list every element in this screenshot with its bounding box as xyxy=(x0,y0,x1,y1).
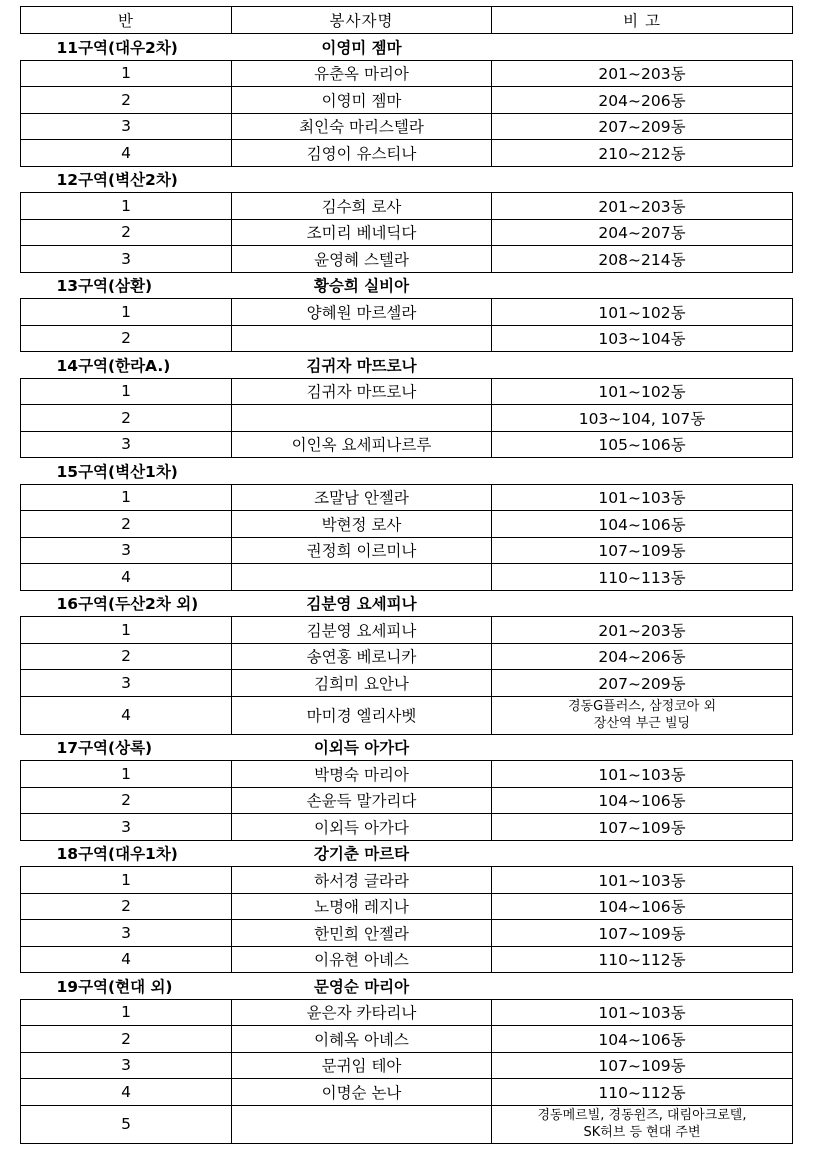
volunteer-cell: 김수희 로사 xyxy=(232,193,492,220)
table-row xyxy=(21,484,793,511)
section-spacer xyxy=(492,272,793,299)
ban-cell: 3 xyxy=(21,113,232,140)
volunteer-cell: 한민희 안젤라 xyxy=(232,920,492,947)
table-row xyxy=(21,140,793,167)
note-cell xyxy=(492,696,793,734)
ban-cell: 5 xyxy=(21,1105,232,1143)
table-row xyxy=(21,246,793,273)
table-row xyxy=(21,325,793,352)
section-leader: 김귀자 마뜨로나 xyxy=(306,356,417,375)
ban-cell: 4 xyxy=(21,696,232,734)
ban-cell: 2 xyxy=(21,643,232,670)
volunteer-cell: 박현정 로사 xyxy=(232,511,492,538)
ban-cell: 3 xyxy=(21,1052,232,1079)
note-cell: 107~109동 xyxy=(492,814,793,841)
note-cell: 104~106동 xyxy=(492,1026,793,1053)
ban-cell: 4 xyxy=(21,564,232,591)
ban-cell: 3 xyxy=(21,814,232,841)
volunteer-cell xyxy=(232,325,492,352)
section-name: 19구역(현대 외) xyxy=(56,977,173,996)
section-header-row xyxy=(21,272,793,299)
section-header-row xyxy=(21,34,793,61)
table-row xyxy=(21,920,793,947)
volunteer-cell: 문귀임 테아 xyxy=(232,1052,492,1079)
ban-cell: 1 xyxy=(21,299,232,326)
section-leader: 황승희 실비아 xyxy=(313,277,410,296)
ban-cell: 4 xyxy=(21,1079,232,1106)
note-cell: 101~103동 xyxy=(492,761,793,788)
ban-cell: 3 xyxy=(21,670,232,697)
table-row xyxy=(21,946,793,973)
section-leader: 강기춘 마르타 xyxy=(313,845,410,864)
note-cell: 101~103동 xyxy=(492,999,793,1026)
note-cell: 110~112동 xyxy=(492,946,793,973)
ban-cell: 2 xyxy=(21,325,232,352)
table-row xyxy=(21,405,793,432)
volunteer-cell: 이영미 젬마 xyxy=(232,87,492,114)
note-cell: 101~102동 xyxy=(492,299,793,326)
volunteer-cell: 윤영혜 스텔라 xyxy=(232,246,492,273)
section-name: 12구역(벽산2차) xyxy=(56,171,178,190)
volunteer-cell: 노명애 레지나 xyxy=(232,893,492,920)
header-note: 비 고 xyxy=(492,7,793,34)
volunteer-cell: 김영이 유스티나 xyxy=(232,140,492,167)
volunteer-cell: 윤은자 카타리나 xyxy=(232,999,492,1026)
note-cell: 101~103동 xyxy=(492,867,793,894)
note-cell: 107~109동 xyxy=(492,1052,793,1079)
ban-cell: 2 xyxy=(21,219,232,246)
ban-cell: 1 xyxy=(21,761,232,788)
table-row xyxy=(21,60,793,87)
volunteer-cell xyxy=(232,405,492,432)
ban-cell: 3 xyxy=(21,246,232,273)
section-name: 11구역(대우2차) xyxy=(56,38,178,57)
volunteer-roster-table xyxy=(20,6,793,1144)
section-spacer xyxy=(492,734,793,761)
volunteer-cell: 유춘옥 마리아 xyxy=(232,60,492,87)
table-row xyxy=(21,431,793,458)
section-header-row xyxy=(21,973,793,1000)
volunteer-cell: 이유현 아녜스 xyxy=(232,946,492,973)
note-cell: 201~203동 xyxy=(492,193,793,220)
header-volunteer: 봉사자명 xyxy=(232,7,492,34)
note-cell: 103~104, 107동 xyxy=(492,405,793,432)
table-row xyxy=(21,113,793,140)
volunteer-cell xyxy=(232,1105,492,1143)
table-row xyxy=(21,670,793,697)
volunteer-cell: 김희미 요안나 xyxy=(232,670,492,697)
note-cell: 103~104동 xyxy=(492,325,793,352)
table-row xyxy=(21,87,793,114)
table-row xyxy=(21,999,793,1026)
volunteer-cell: 최인숙 마리스텔라 xyxy=(232,113,492,140)
volunteer-cell: 김분영 요세피나 xyxy=(232,617,492,644)
volunteer-cell: 마미경 엘리사벳 xyxy=(232,696,492,734)
volunteer-cell: 박명숙 마리아 xyxy=(232,761,492,788)
table-row xyxy=(21,564,793,591)
ban-cell: 3 xyxy=(21,537,232,564)
section-name: 13구역(삼환) xyxy=(56,277,153,296)
table-row xyxy=(21,219,793,246)
ban-cell: 1 xyxy=(21,193,232,220)
section-name: 16구역(두산2차 외) xyxy=(56,595,199,614)
volunteer-cell: 이명순 논나 xyxy=(232,1079,492,1106)
note-line-1: 경동메르빌, 경동윈즈, 대림아크로텔, xyxy=(537,1108,747,1123)
roster-body xyxy=(21,34,793,1144)
note-line-1: 경동G플러스, 삼정코아 외 xyxy=(567,699,717,714)
ban-cell: 1 xyxy=(21,60,232,87)
note-cell: 207~209동 xyxy=(492,670,793,697)
ban-cell: 2 xyxy=(21,787,232,814)
table-row xyxy=(21,193,793,220)
volunteer-cell: 조미리 베네딕다 xyxy=(232,219,492,246)
note-cell: 107~109동 xyxy=(492,920,793,947)
section-header-row xyxy=(21,458,793,485)
volunteer-cell: 손윤득 말가리다 xyxy=(232,787,492,814)
note-cell: 104~106동 xyxy=(492,893,793,920)
section-header-row xyxy=(21,352,793,379)
note-cell: 110~113동 xyxy=(492,564,793,591)
section-header-row xyxy=(21,734,793,761)
volunteer-cell: 이인옥 요세피나르루 xyxy=(232,431,492,458)
note-cell: 207~209동 xyxy=(492,113,793,140)
note-cell: 210~212동 xyxy=(492,140,793,167)
table-row xyxy=(21,378,793,405)
section-header-row xyxy=(21,590,793,617)
note-cell: 204~206동 xyxy=(492,643,793,670)
section-spacer xyxy=(492,166,793,193)
volunteer-cell: 김귀자 마뜨로나 xyxy=(232,378,492,405)
volunteer-cell: 송연홍 베로니카 xyxy=(232,643,492,670)
note-line-2: SK허브 등 현대 주변 xyxy=(583,1125,701,1140)
table-row xyxy=(21,1105,793,1143)
section-name: 18구역(대우1차) xyxy=(56,845,178,864)
ban-cell: 2 xyxy=(21,893,232,920)
ban-cell: 4 xyxy=(21,946,232,973)
volunteer-cell: 권정희 이르미나 xyxy=(232,537,492,564)
note-cell: 101~102동 xyxy=(492,378,793,405)
section-leader: 이영미 젬마 xyxy=(321,38,402,57)
table-header-row xyxy=(21,7,793,34)
table-row xyxy=(21,1052,793,1079)
table-row xyxy=(21,761,793,788)
section-leader: 문영순 마리아 xyxy=(313,977,410,996)
table-row xyxy=(21,643,793,670)
note-cell: 101~103동 xyxy=(492,484,793,511)
note-cell: 110~112동 xyxy=(492,1079,793,1106)
ban-cell: 1 xyxy=(21,867,232,894)
volunteer-cell: 이외득 아가다 xyxy=(232,814,492,841)
note-cell: 204~206동 xyxy=(492,87,793,114)
section-leader: 이외득 아가다 xyxy=(313,739,410,758)
table-row xyxy=(21,787,793,814)
section-spacer xyxy=(492,840,793,867)
section-leader xyxy=(232,166,492,193)
table-row xyxy=(21,537,793,564)
section-leader xyxy=(232,458,492,485)
section-spacer xyxy=(492,590,793,617)
note-cell: 105~106동 xyxy=(492,431,793,458)
table-row xyxy=(21,511,793,538)
section-leader: 김분영 요세피나 xyxy=(306,595,417,614)
table-row xyxy=(21,696,793,734)
note-cell: 204~207동 xyxy=(492,219,793,246)
table-row xyxy=(21,893,793,920)
volunteer-cell xyxy=(232,564,492,591)
section-name: 17구역(상록) xyxy=(56,739,153,758)
section-header-row xyxy=(21,166,793,193)
table-row xyxy=(21,867,793,894)
table-row xyxy=(21,617,793,644)
volunteer-cell: 양혜원 마르셀라 xyxy=(232,299,492,326)
ban-cell: 1 xyxy=(21,378,232,405)
ban-cell: 3 xyxy=(21,431,232,458)
ban-cell: 2 xyxy=(21,87,232,114)
note-cell: 201~203동 xyxy=(492,617,793,644)
note-cell: 208~214동 xyxy=(492,246,793,273)
table-row xyxy=(21,299,793,326)
ban-cell: 2 xyxy=(21,405,232,432)
section-spacer xyxy=(492,352,793,379)
section-name: 14구역(한라A.) xyxy=(56,356,171,375)
table-row xyxy=(21,1079,793,1106)
note-cell: 201~203동 xyxy=(492,60,793,87)
ban-cell: 3 xyxy=(21,920,232,947)
ban-cell: 1 xyxy=(21,484,232,511)
note-cell: 107~109동 xyxy=(492,537,793,564)
header-ban: 반 xyxy=(21,7,232,34)
ban-cell: 2 xyxy=(21,1026,232,1053)
volunteer-cell: 이혜옥 아녜스 xyxy=(232,1026,492,1053)
ban-cell: 4 xyxy=(21,140,232,167)
volunteer-cell: 조말남 안젤라 xyxy=(232,484,492,511)
section-spacer xyxy=(492,458,793,485)
note-cell xyxy=(492,1105,793,1143)
section-name: 15구역(벽산1차) xyxy=(56,462,178,481)
table-row xyxy=(21,814,793,841)
note-cell: 104~106동 xyxy=(492,511,793,538)
note-cell: 104~106동 xyxy=(492,787,793,814)
ban-cell: 2 xyxy=(21,511,232,538)
section-header-row xyxy=(21,840,793,867)
ban-cell: 1 xyxy=(21,617,232,644)
section-spacer xyxy=(492,34,793,61)
volunteer-cell: 하서경 글라라 xyxy=(232,867,492,894)
ban-cell: 1 xyxy=(21,999,232,1026)
section-spacer xyxy=(492,973,793,1000)
table-row xyxy=(21,1026,793,1053)
note-line-2: 장산역 부근 빌딩 xyxy=(593,716,691,731)
